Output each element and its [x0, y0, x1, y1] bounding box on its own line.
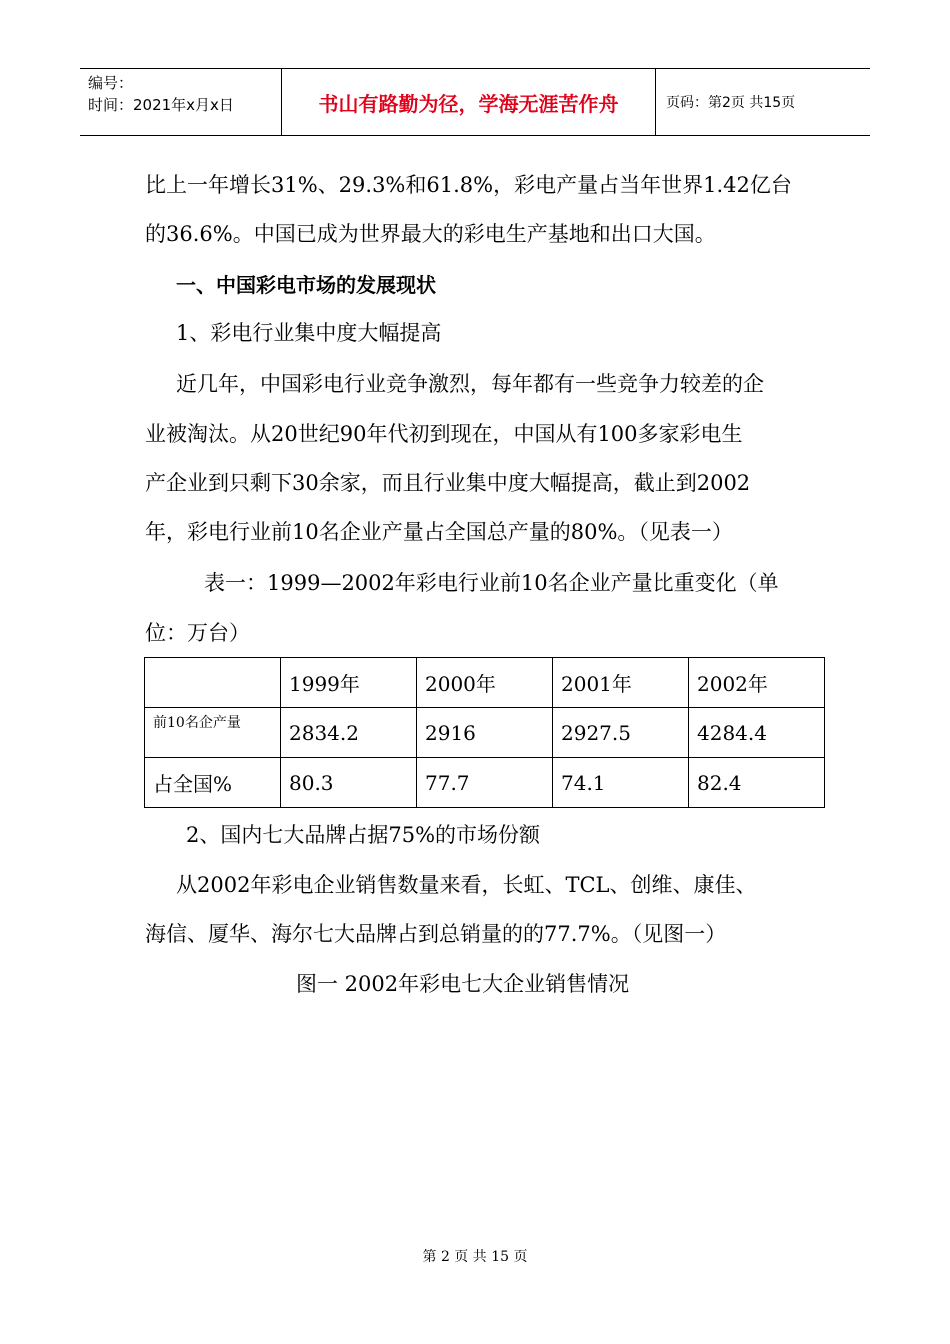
paragraph-line: 海信、厦华、海尔七大品牌占到总销量的的77.7%。（见图一） — [145, 922, 727, 946]
table-row — [145, 758, 825, 808]
table-caption: 位：万台） — [145, 621, 250, 645]
paragraph-line: 产企业到只剩下30余家，而且行业集中度大幅提高，截止到2002 — [145, 471, 751, 495]
table-cell: 80.3 — [281, 758, 417, 808]
production-table — [144, 657, 825, 808]
header-motto: 书山有路勤为径，学海无涯苦作舟 — [282, 69, 656, 135]
paragraph-line: 业被淘汰。从20世纪90年代初到现在，中国从有100多家彩电生 — [145, 422, 743, 446]
paragraph-line: 的36.6%。中国已成为世界最大的彩电生产基地和出口大国。 — [145, 222, 716, 246]
paragraph-line: 年，彩电行业前10名企业产量占全国总产量的80%。（见表一） — [145, 520, 733, 544]
paragraph-line: 从2002年彩电企业销售数量来看，长虹、TCL、创维、康佳、 — [176, 873, 757, 897]
number-label: 编号： — [88, 74, 134, 92]
page-footer: 第 2 页 共 15 页 — [422, 1249, 528, 1265]
page-header — [80, 68, 870, 136]
table-row-label: 前10名企产量 — [145, 708, 281, 758]
table-cell: 2834.2 — [281, 708, 417, 758]
paragraph-line: 比上一年增长31%、29.3%和61.8%，彩电产量占当年世界1.42亿台 — [145, 173, 792, 197]
header-page-info: 页码：第2页 共15页 — [666, 95, 796, 111]
subheading: 1、彩电行业集中度大幅提高 — [176, 321, 442, 345]
table-caption: 表一：1999—2002年彩电行业前10名企业产量比重变化（单 — [204, 571, 779, 595]
table-row — [145, 708, 825, 758]
table-row-label: 占全国% — [145, 758, 281, 808]
table-cell: 77.7 — [417, 758, 553, 808]
table-header-cell: 2000年 — [417, 658, 553, 708]
table-cell: 74.1 — [553, 758, 689, 808]
figure-caption: 图一 2002年彩电七大企业销售情况 — [296, 972, 630, 996]
paragraph-line: 近几年，中国彩电行业竞争激烈，每年都有一些竞争力较差的企 — [176, 372, 764, 396]
table-cell: 2927.5 — [553, 708, 689, 758]
subheading: 2、国内七大品牌占据75%的市场份额 — [186, 823, 541, 847]
table-header-cell: 2001年 — [553, 658, 689, 708]
table-cell: 2916 — [417, 708, 553, 758]
section-heading: 一、中国彩电市场的发展现状 — [176, 273, 436, 297]
table-header-cell: 2002年 — [689, 658, 825, 708]
table-header-cell — [145, 658, 281, 708]
date-label: 时间：2021年x月x日 — [88, 96, 234, 114]
table-cell: 82.4 — [689, 758, 825, 808]
table-header-cell: 1999年 — [281, 658, 417, 708]
table-header-row — [145, 658, 825, 708]
header-meta — [80, 69, 282, 135]
table-cell: 4284.4 — [689, 708, 825, 758]
